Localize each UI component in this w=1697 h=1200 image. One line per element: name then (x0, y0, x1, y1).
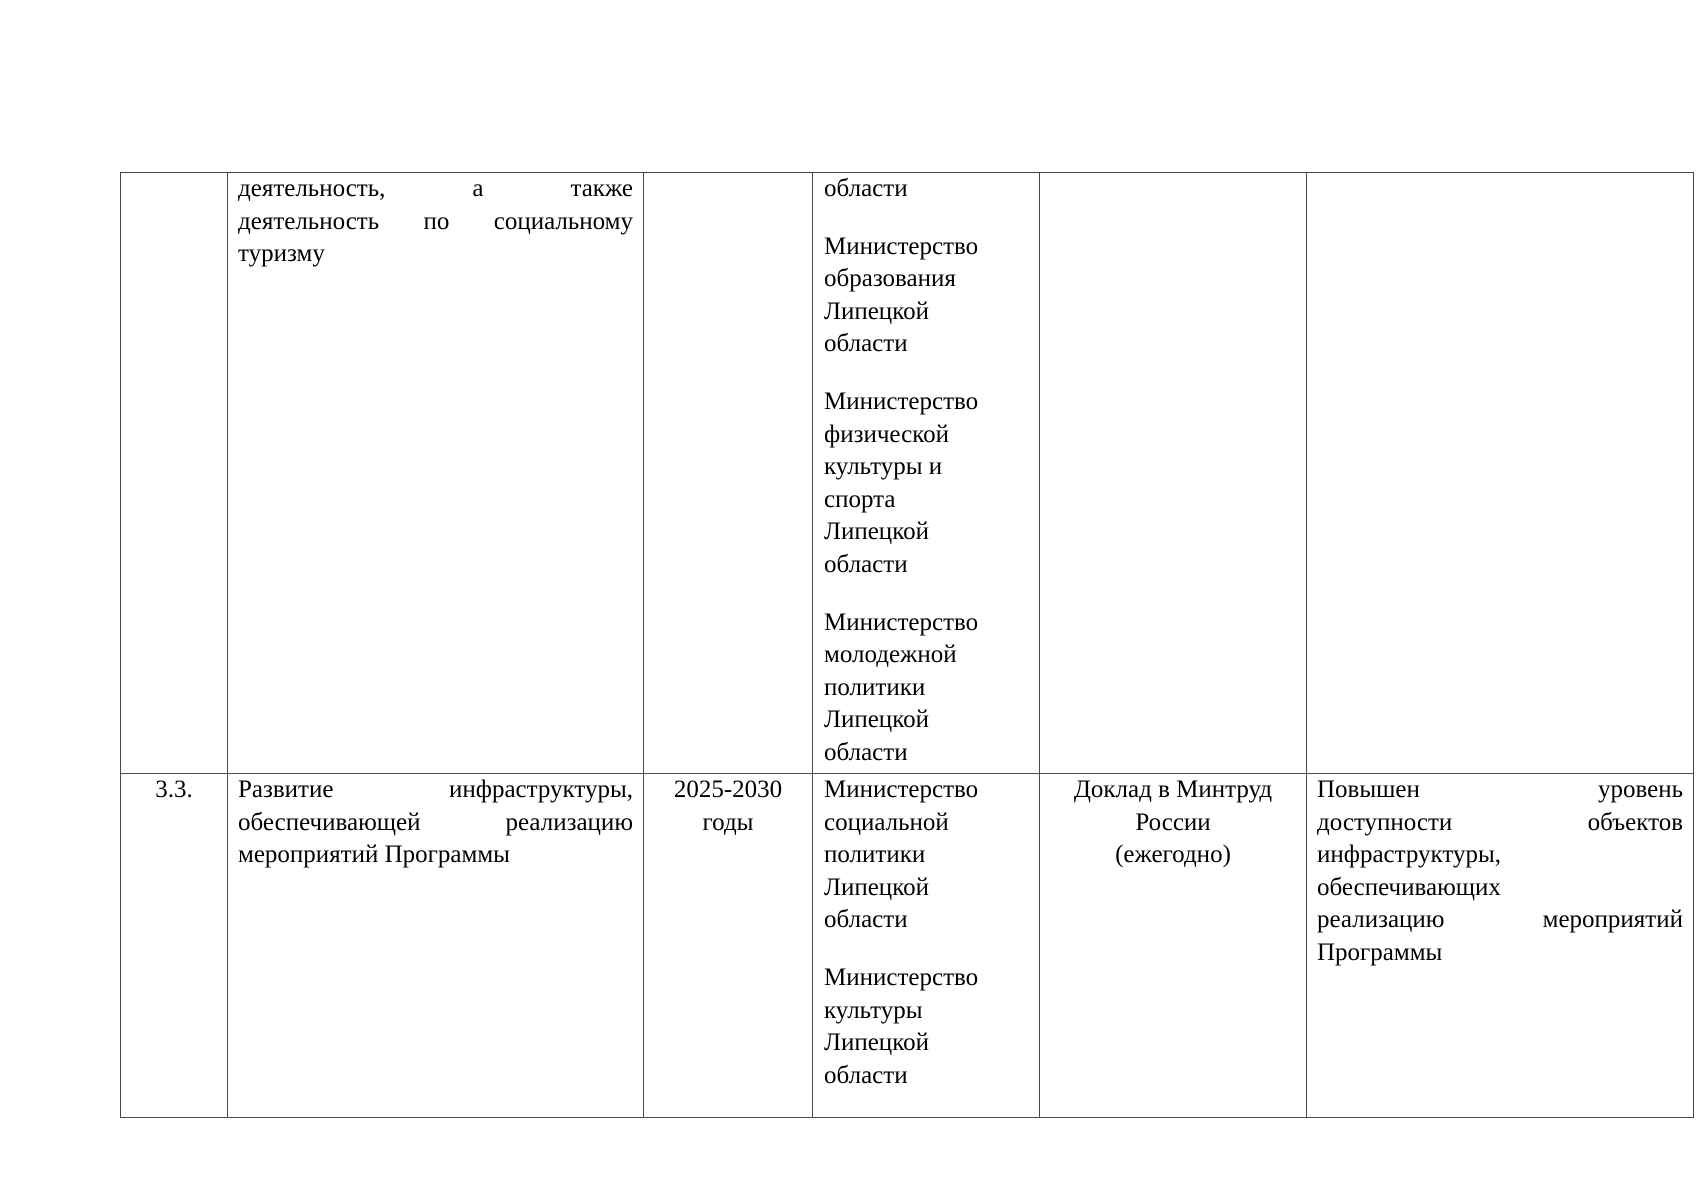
executor (824, 774, 1029, 937)
executor-line: политики (824, 841, 926, 869)
cell-executors (813, 173, 1040, 774)
result-line: Повышен уровень (1317, 776, 1683, 803)
executor-line: политики (824, 673, 926, 701)
result-line: Программы (1317, 938, 1443, 966)
name-line: туризму (238, 240, 325, 268)
executor-line: молодежной (824, 641, 957, 669)
name-line: Развитие инфраструктуры, (238, 776, 633, 803)
executor-line: Министерство (824, 776, 979, 803)
executor (824, 607, 1029, 770)
cell-period (644, 774, 813, 1118)
cell-report (1040, 173, 1307, 774)
cell-number: 3.3. (121, 774, 228, 1118)
executor-line: области (824, 906, 908, 934)
executor-line: культуры и (824, 453, 943, 481)
cell-number (121, 173, 228, 774)
result-line: реализацию мероприятий (1317, 906, 1683, 934)
period-line: 2025-2030 (673, 776, 783, 803)
cell-event-name (228, 774, 644, 1118)
executor (824, 173, 1029, 206)
result-line: доступности объектов (1317, 808, 1683, 836)
executor-line: области (824, 330, 908, 358)
executor-line: Липецкой (824, 873, 929, 901)
executor-line: Министерство (824, 608, 979, 636)
executor-line: Министерство (824, 232, 979, 260)
period-line: годы (702, 808, 754, 836)
executor-line: Липецкой (824, 706, 929, 734)
executor (824, 231, 1029, 361)
executor-line: Министерство (824, 387, 979, 415)
executor-line: области (824, 738, 908, 766)
table-row-3-3 (121, 774, 1694, 1118)
name-line: мероприятий Программы (238, 841, 510, 869)
executor-line: Министерство (824, 963, 979, 991)
events-table (120, 172, 1694, 1118)
cell-event-name (228, 173, 644, 774)
executor-line: Липецкой (824, 297, 929, 325)
report-line: Доклад в Минтруд (1073, 776, 1273, 803)
result-line: инфраструктуры, (1317, 841, 1502, 869)
name-line: обеспечивающей реализацию (238, 808, 633, 836)
executor (824, 386, 1029, 582)
name-line: деятельность по социальному (238, 207, 633, 235)
executor-line: области (824, 175, 908, 202)
report-line: России (1135, 808, 1211, 836)
executor-line: области (824, 550, 908, 578)
executor-line: культуры (824, 996, 923, 1024)
executor-line: Липецкой (824, 518, 929, 546)
name-line: деятельность, а также (238, 175, 633, 202)
executor (824, 962, 1029, 1092)
cell-executors (813, 774, 1040, 1118)
executor-line: Липецкой (824, 1029, 929, 1057)
cell-result (1307, 173, 1694, 774)
executor-line: спорта (824, 485, 896, 513)
result-line: обеспечивающих (1317, 873, 1501, 901)
cell-period (644, 173, 813, 774)
cell-report (1040, 774, 1307, 1118)
report-line: (ежегодно) (1115, 841, 1231, 869)
executor-line: социальной (824, 808, 949, 836)
table-row-continued (121, 173, 1694, 774)
executor-line: образования (824, 265, 956, 293)
executor-line: области (824, 1061, 908, 1089)
executor-line: физической (824, 420, 949, 448)
cell-result (1307, 774, 1694, 1118)
